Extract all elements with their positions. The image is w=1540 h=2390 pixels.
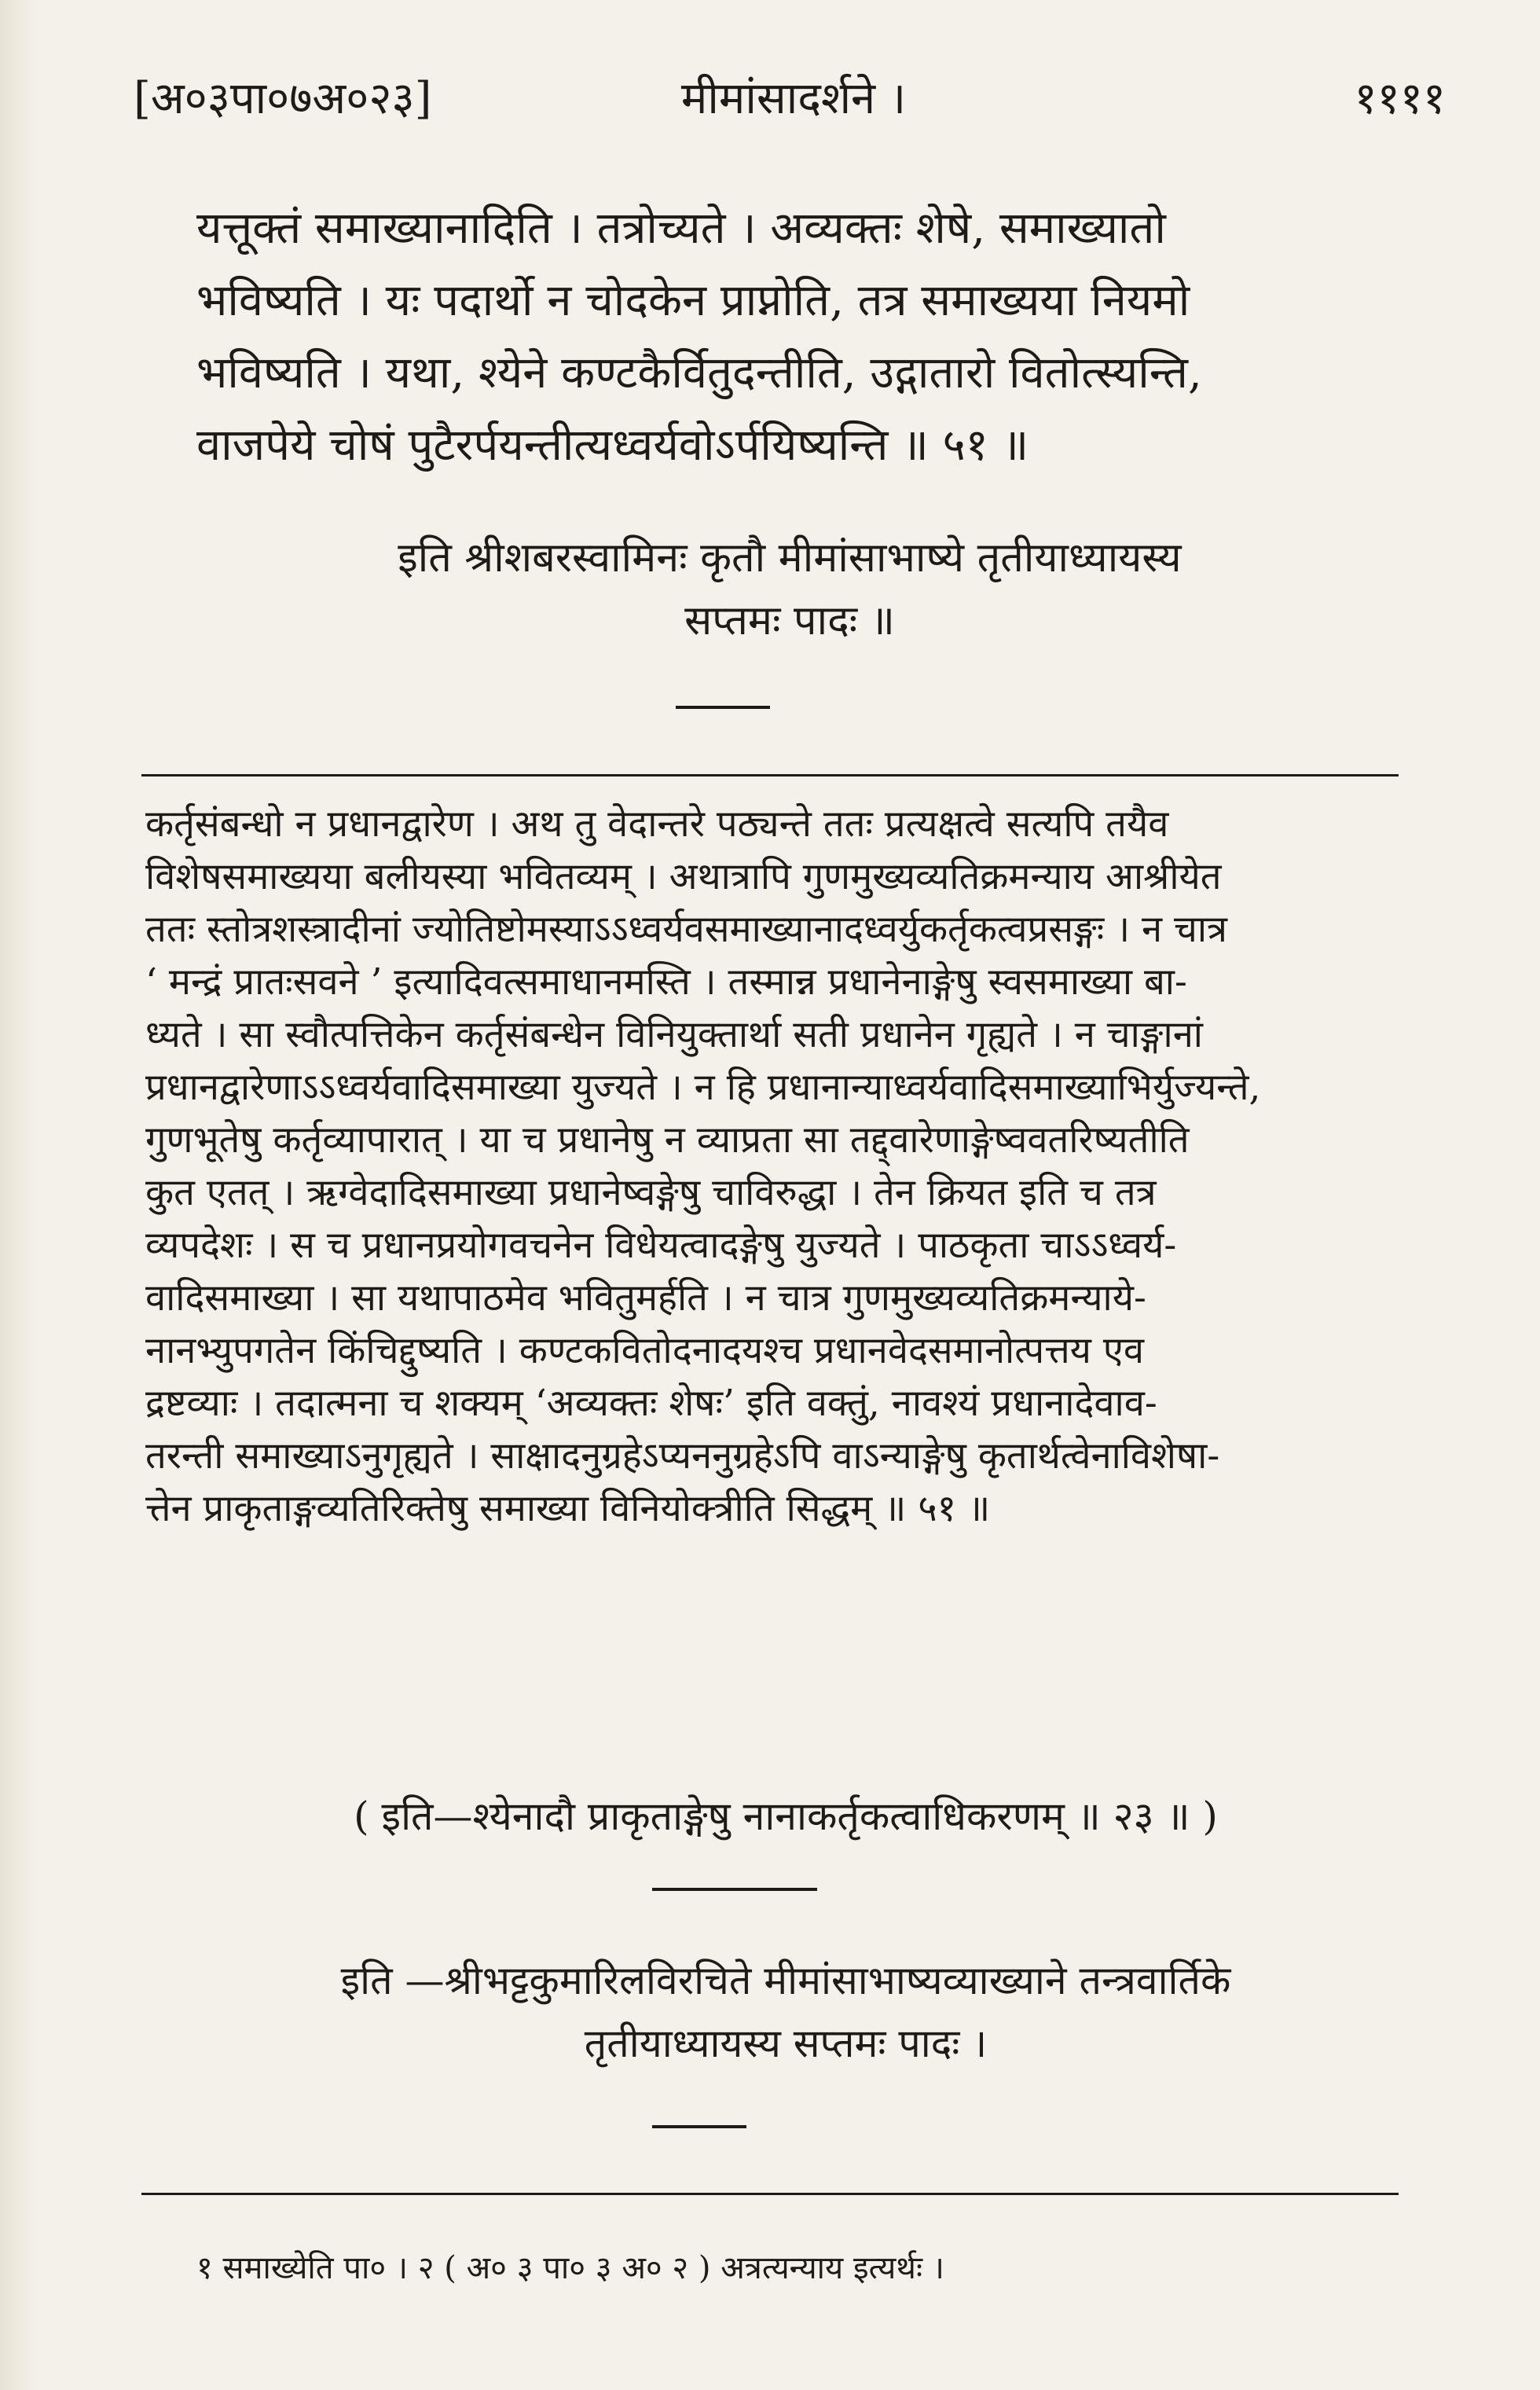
commentary-line: ‘ मन्द्रं प्रातःसवने ’ इत्यादिवत्समाधानमस्ति । तस्मान्न प्रधानेनाङ्गेषु स्वसमाख्या बा- xyxy=(145,960,1187,1004)
bhashya-passage xyxy=(196,193,1422,482)
commentary-line: नानभ्युपगतेन किंचिद्दुष्यति । कण्टकवितोदनादयश्च प्रधानवेदसमानोत्पत्तय एव xyxy=(145,1329,1144,1372)
verse-line: भविष्यति । यः पदार्थो न चोदकेन प्राप्नोति, तत्र समाख्यया नियमो xyxy=(196,275,1190,326)
scan-edge xyxy=(0,0,36,2390)
short-divider xyxy=(652,2125,746,2128)
commentary-line: व्यपदेशः । स च प्रधानप्रयोगवचनेन विधेयत्वादङ्गेषु युज्यते । पाठकृता चाऽऽध्वर्य- xyxy=(145,1224,1177,1267)
colophon-line: तृतीयाध्यायस्य सप्तमः पादः । xyxy=(584,2021,988,2066)
commentary-line: कुत एतत् । ऋग्वेदादिसमाख्या प्रधानेष्वङ्गेषु चाविरुद्धा । तेन क्रियत इति च तत्र xyxy=(145,1171,1157,1214)
section-divider xyxy=(141,774,1399,776)
page-number: ११११ xyxy=(1354,73,1446,124)
footnote-divider xyxy=(141,2193,1399,2195)
footnote: १ समाख्येति पा० । २ ( अ० ३ पा० ३ अ० २ ) अत्रत्यन्याय इत्यर्थः । xyxy=(196,2250,944,2286)
commentary-line: कर्तृसंबन्धो न प्रधानद्वारेण । अथ तु वेदान्तरे पठ्यन्ते ततः प्रत्यक्षत्वे सत्यपि तयैव xyxy=(145,802,1169,846)
running-header xyxy=(118,67,1469,130)
commentary-line: वादिसमाख्या । सा यथापाठमेव भवितुमर्हति । न चात्र गुणमुख्यव्यतिक्रमन्याये- xyxy=(145,1276,1146,1320)
vartika-commentary xyxy=(145,798,1402,1535)
verse-line: वाजपेये चोषं पुटैरर्पयन्तीत्यध्वर्यवोऽर्पयिष्यन्ति ॥ ५१ ॥ xyxy=(196,420,1029,471)
commentary-line: त्तेन प्राकृताङ्गव्यतिरिक्तेषु समाख्या विनियोक्त्रीति सिद्धम् ॥ ५१ ॥ xyxy=(145,1487,991,1530)
commentary-line: ततः स्तोत्रशस्त्रादीनां ज्योतिष्टोमस्याऽऽध्वर्यवसमाख्यानादध्वर्युकर्तृकत्वप्रसङ्गः । न चात्र xyxy=(145,908,1227,951)
bhashya-colophon xyxy=(259,527,1320,652)
header-reference: [अ०३पा०७अ०२३] xyxy=(134,73,432,124)
commentary-line: तरन्ती समाख्याऽनुगृह्यते । साक्षादनुग्रहेऽप्यननुग्रहेऽपि वाऽन्याङ्गेषु कृतार्थत्वेनाविशेषा- xyxy=(145,1434,1220,1478)
short-divider xyxy=(652,1888,817,1891)
commentary-line: विशेषसमाख्यया बलीयस्या भवितव्यम् । अथात्रापि गुणमुख्यव्यतिक्रमन्याय आश्रीयेत xyxy=(145,855,1222,898)
short-divider xyxy=(676,706,770,709)
header-title: मीमांसादर्शने । xyxy=(680,73,907,124)
colophon-line: सप्तमः पादः ॥ xyxy=(684,597,895,644)
commentary-line: गुणभूतेषु कर्तृव्यापारात् । या च प्रधानेषु न व्याप्रता सा तद्द्वारेणाङ्गेष्ववतरिष्यतीति xyxy=(145,1118,1190,1162)
colophon-line: इति —श्रीभट्टकुमारिलविरचिते मीमांसाभाष्यव्याख्याने तन्त्रवार्तिके xyxy=(340,1958,1231,2003)
verse-line: भविष्यति । यथा, श्येने कण्टकैर्वितुदन्तीति, उद्गातारो वितोत्स्यन्ति, xyxy=(196,347,1202,398)
commentary-line: द्रष्टव्याः । तदात्मना च शक्यम् ‘अव्यक्तः शेषः’ इति वक्तुं, नावश्यं प्रधानादेवाव- xyxy=(145,1382,1157,1425)
commentary-line: ध्यते । सा स्वौत्पत्तिकेन कर्तृसंबन्धेन विनियुक्तार्था सती प्रधानेन गृह्यते । न चाङ्गानां xyxy=(145,1013,1203,1056)
adhikarana-title: ( इति—श्येनादौ प्राकृताङ्गेषु नानाकर्तृकत्वाधिकरणम् ॥ २३ ॥ ) xyxy=(354,1793,1218,1839)
commentary-line: प्रधानद्वारेणाऽऽध्वर्यवादिसमाख्या युज्यते । न हि प्रधानान्याध्वर्यवादिसमाख्याभिर्युज्यन्ते, xyxy=(145,1066,1261,1109)
colophon-line: इति श्रीशबरस्वामिनः कृतौ मीमांसाभाष्ये तृतीयाध्यायस्य xyxy=(398,534,1182,582)
vartika-colophon xyxy=(236,1949,1336,2075)
verse-line: यत्तूक्तं समाख्यानादिति । तत्रोच्यते । अव्यक्तः शेषे, समाख्यातो xyxy=(196,203,1166,254)
